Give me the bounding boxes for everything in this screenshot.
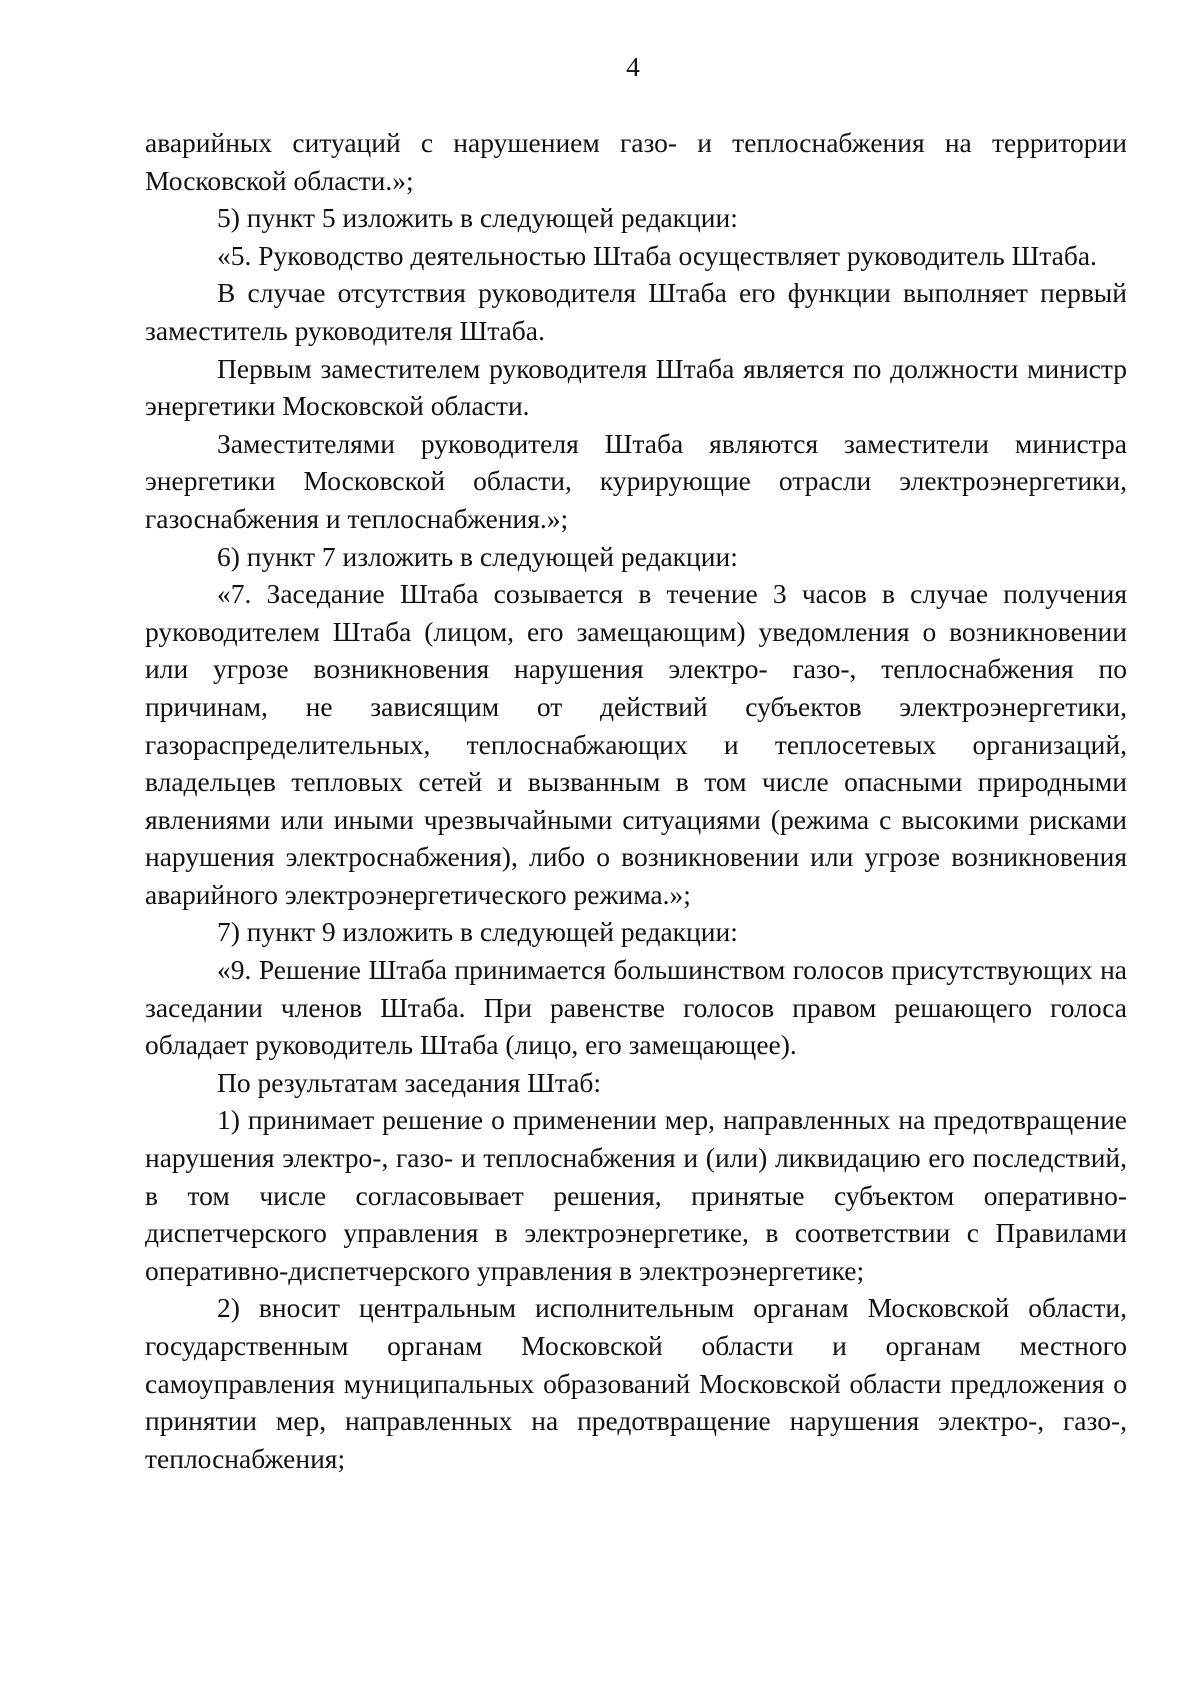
paragraph-result-2: 2) вносит центральным исполнительным органам Московской области, государственным органам Московской области и органам местного самоуправления муниципальных образований Московской области предложения о принятии мер, направленных на предотвращение нарушения электро-, газо-, теплоснабжения; (145, 1292, 1127, 1474)
paragraph-result-1: 1) принимает решение о применении мер, направленных на предотвращение нарушения электро-, газо- и теплоснабжения и (или) ликвидацию его последствий, в том числе согласовывает решения, принятые субъектом оперативно-диспетчерского управления в электроэнергетике, в соответствии с Правилами оперативно-диспетчерского управления в электроэнергетике; (145, 1104, 1127, 1286)
paragraph-deputies: Заместителями руководителя Штаба являются заместители министра энергетики Московской области, курирующие отрасли электроэнергетики, газоснабжения и теплоснабжения.»; (145, 427, 1127, 534)
paragraph-clause-7: «7. Заседание Штаба созывается в течение 3 часов в случае получения руководителем Штаба (лицом, его замещающим) уведомления о возникновении или угрозе возникновения нарушения электро- газо-, теплоснабжения по причинам, не зависящим от действий субъектов электроэнергетики, газораспределительных, теплоснабжающих и теплосетевых организаций, владельцев тепловых сетей и вызванным в том числе опасными природными явлениями или иными чрезвычайными ситуациями (режима с высокими рисками нарушения электроснабжения), либо о возникновении или угрозе возникновения аварийного электроэнергетического режима.»; (145, 578, 1127, 910)
paragraph-clause-9: «9. Решение Штаба принимается большинством голосов присутствующих на заседании членов Штаба. При равенстве голосов правом решающего голоса обладает руководитель Штаба (лицо, его замещающее). (145, 954, 1127, 1061)
paragraph-absence-rule: В случае отсутствия руководителя Штаба его функции выполняет первый заместитель руководителя Штаба. (145, 277, 1127, 346)
paragraph-item-6-heading: 6) пункт 7 изложить в следующей редакции: (217, 540, 738, 572)
document-body (145, 124, 1127, 1477)
paragraph-item-5-heading: 5) пункт 5 изложить в следующей редакции: (217, 202, 738, 234)
page-number: 4 (626, 51, 640, 82)
paragraph-item-7-heading: 7) пункт 9 изложить в следующей редакции: (217, 916, 738, 948)
paragraph-continuation: аварийных ситуаций с нарушением газо- и теплоснабжения на территории Московской области.»; (145, 127, 1127, 196)
paragraph-results-intro: По результатам заседания Штаб: (217, 1066, 602, 1098)
paragraph-clause-5: «5. Руководство деятельностью Штаба осуществляет руководитель Штаба. (217, 239, 1097, 271)
paragraph-first-deputy: Первым заместителем руководителя Штаба является по должности министр энергетики Московской области. (145, 352, 1127, 422)
